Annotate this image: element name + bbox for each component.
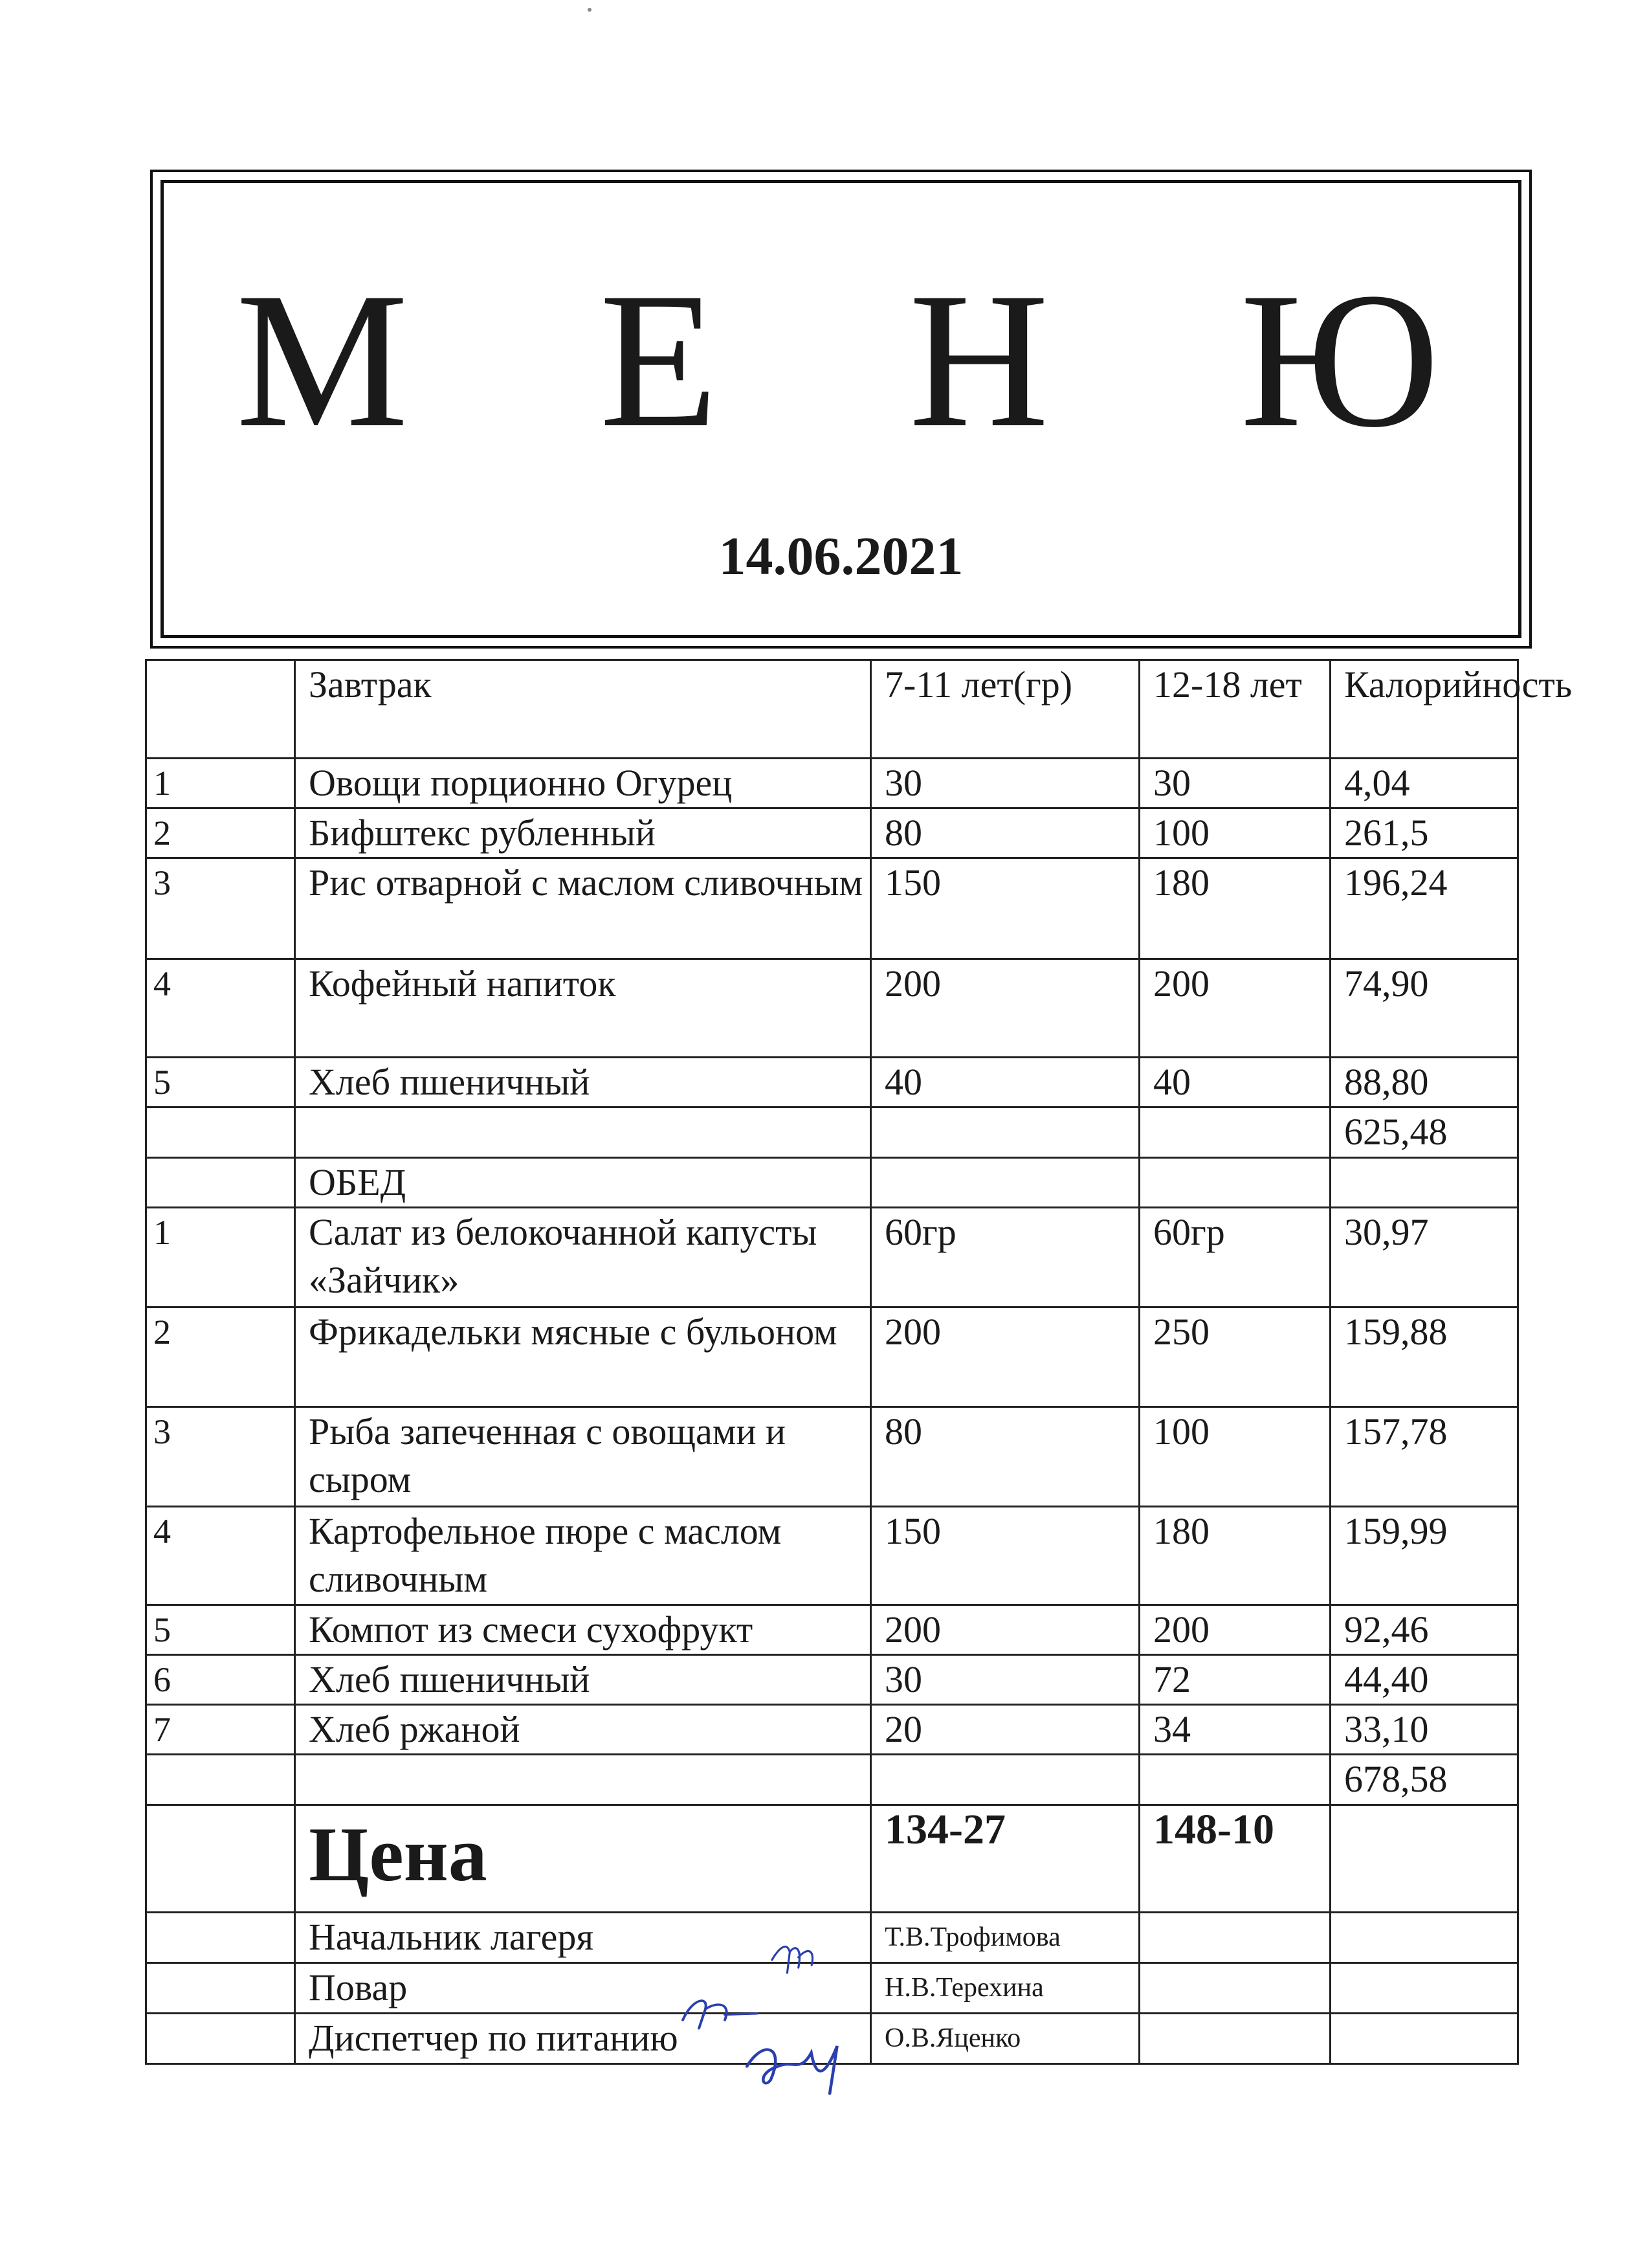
- dish-number: 2: [146, 1307, 295, 1407]
- price-row: [146, 1805, 1518, 1913]
- signatory-name: Т.В.Трофимова: [871, 1913, 1140, 1963]
- lunch-row: [146, 1307, 1518, 1407]
- dish-number: 6: [146, 1655, 295, 1705]
- portion-12-18: 100: [1140, 808, 1331, 858]
- breakfast-row: [146, 1058, 1518, 1107]
- handwritten-signature: [741, 2032, 845, 2100]
- portion-7-11: 80: [871, 1407, 1140, 1507]
- title-frame: [150, 170, 1532, 649]
- portion-12-18: 180: [1140, 1507, 1331, 1605]
- dish-calories: 33,10: [1331, 1705, 1518, 1755]
- portion-7-11: 60гр: [871, 1208, 1140, 1307]
- dish-calories: 157,78: [1331, 1407, 1518, 1507]
- dish-calories: 44,40: [1331, 1655, 1518, 1705]
- dish-name: Хлеб пшеничный: [295, 1058, 871, 1107]
- empty-cell: [871, 1107, 1140, 1158]
- empty-cell: [295, 1755, 871, 1805]
- breakfast-total-calories: 625,48: [1331, 1107, 1518, 1158]
- signatory-role: Повар: [295, 1963, 871, 2014]
- portion-12-18: 180: [1140, 858, 1331, 959]
- dish-calories: 261,5: [1331, 808, 1518, 858]
- lunch-row: [146, 1705, 1518, 1755]
- portion-12-18: 200: [1140, 959, 1331, 1058]
- dish-number: 5: [146, 1058, 295, 1107]
- portion-7-11: 20: [871, 1705, 1140, 1755]
- empty-cell: [1140, 1913, 1331, 1963]
- dish-calories: 4,04: [1331, 759, 1518, 808]
- dish-calories: 92,46: [1331, 1605, 1518, 1655]
- portion-7-11: 200: [871, 1605, 1140, 1655]
- dish-name: Овощи порционно Огурец: [295, 759, 871, 808]
- empty-cell: [146, 1107, 295, 1158]
- dish-number: 7: [146, 1705, 295, 1755]
- lunch-heading: ОБЕД: [295, 1158, 871, 1208]
- portion-12-18: 40: [1140, 1058, 1331, 1107]
- dish-number: 3: [146, 1407, 295, 1507]
- header-age-12-18: 12-18 лет: [1140, 660, 1331, 759]
- price-7-11: 134-27: [871, 1805, 1140, 1913]
- empty-cell: [1140, 1755, 1331, 1805]
- empty-cell: [146, 1913, 295, 1963]
- dish-name: Салат из белокочанной капусты «Зайчик»: [295, 1208, 871, 1307]
- dish-name: Рис отварной с маслом сливочным: [295, 858, 871, 959]
- dish-calories: 74,90: [1331, 959, 1518, 1058]
- portion-12-18: 200: [1140, 1605, 1331, 1655]
- dish-name: Фрикадельки мясные с бульоном: [295, 1307, 871, 1407]
- portion-12-18: 60гр: [1140, 1208, 1331, 1307]
- portion-7-11: 30: [871, 759, 1140, 808]
- dish-number: 4: [146, 959, 295, 1058]
- portion-7-11: 30: [871, 1655, 1140, 1705]
- header-calories: Калорийность: [1331, 660, 1518, 759]
- portion-7-11: 80: [871, 808, 1140, 858]
- dish-name: Кофейный напиток: [295, 959, 871, 1058]
- dish-number: 5: [146, 1605, 295, 1655]
- portion-7-11: 150: [871, 858, 1140, 959]
- dish-name: Хлеб пшеничный: [295, 1655, 871, 1705]
- dish-number: 1: [146, 1208, 295, 1307]
- portion-12-18: 72: [1140, 1655, 1331, 1705]
- breakfast-total-row: [146, 1107, 1518, 1158]
- lunch-row: [146, 1507, 1518, 1605]
- portion-12-18: 34: [1140, 1705, 1331, 1755]
- lunch-total-row: [146, 1755, 1518, 1805]
- lunch-row: [146, 1605, 1518, 1655]
- empty-cell: [871, 1158, 1140, 1208]
- dish-name: Компот из смеси сухофрукт: [295, 1605, 871, 1655]
- price-label: Цена: [295, 1805, 871, 1913]
- empty-cell: [146, 1755, 295, 1805]
- menu-table: [145, 659, 1573, 2065]
- dish-calories: 159,88: [1331, 1307, 1518, 1407]
- empty-cell: [1331, 1963, 1518, 2014]
- signatory-name: Н.В.Терехина: [871, 1963, 1140, 2014]
- header-row: [146, 660, 1518, 759]
- empty-cell: [295, 1107, 871, 1158]
- lunch-row: [146, 1208, 1518, 1307]
- breakfast-row: [146, 808, 1518, 858]
- empty-cell: [1331, 2014, 1518, 2064]
- empty-cell: [1331, 1805, 1518, 1913]
- dish-name: Бифштекс рубленный: [295, 808, 871, 858]
- breakfast-row: [146, 959, 1518, 1058]
- dish-calories: 30,97: [1331, 1208, 1518, 1307]
- dish-calories: 159,99: [1331, 1507, 1518, 1605]
- price-12-18: 148-10: [1140, 1805, 1331, 1913]
- portion-12-18: 250: [1140, 1307, 1331, 1407]
- header-meal: Завтрак: [295, 660, 871, 759]
- empty-cell: [1140, 1107, 1331, 1158]
- dish-name: Хлеб ржаной: [295, 1705, 871, 1755]
- empty-cell: [146, 1963, 295, 2014]
- scan-speck: [588, 8, 591, 12]
- header-num: [146, 660, 295, 759]
- empty-cell: [1140, 1963, 1331, 2014]
- portion-7-11: 40: [871, 1058, 1140, 1107]
- signatory-name: О.В.Яценко: [871, 2014, 1140, 2064]
- portion-12-18: 30: [1140, 759, 1331, 808]
- portion-7-11: 150: [871, 1507, 1140, 1605]
- dish-number: 4: [146, 1507, 295, 1605]
- dish-number: 1: [146, 759, 295, 808]
- dish-calories: 196,24: [1331, 858, 1518, 959]
- dish-name: Рыба запеченная с овощами и сыром: [295, 1407, 871, 1507]
- menu-date: 14.06.2021: [718, 526, 964, 586]
- empty-cell: [1331, 1913, 1518, 1963]
- breakfast-row: [146, 759, 1518, 808]
- empty-cell: [871, 1755, 1140, 1805]
- empty-cell: [1331, 1158, 1518, 1208]
- portion-7-11: 200: [871, 959, 1140, 1058]
- signatory-role: Диспетчер по питанию: [295, 2014, 871, 2064]
- lunch-row: [146, 1407, 1518, 1507]
- signatory-role: Начальник лагеря: [295, 1913, 871, 1963]
- menu-table-body: [146, 660, 1573, 2064]
- dish-name: Картофельное пюре с маслом сливочным: [295, 1507, 871, 1605]
- empty-cell: [146, 2014, 295, 2064]
- handwritten-signature: [767, 1937, 838, 1988]
- dish-calories: 88,80: [1331, 1058, 1518, 1107]
- menu-title: М Е Н Ю: [236, 252, 1511, 467]
- dish-number: 3: [146, 858, 295, 959]
- breakfast-row: [146, 858, 1518, 959]
- lunch-row: [146, 1655, 1518, 1705]
- dish-number: 2: [146, 808, 295, 858]
- empty-cell: [146, 1158, 295, 1208]
- empty-cell: [1140, 1158, 1331, 1208]
- portion-7-11: 200: [871, 1307, 1140, 1407]
- empty-cell: [1140, 2014, 1331, 2064]
- portion-12-18: 100: [1140, 1407, 1331, 1507]
- empty-cell: [146, 1805, 295, 1913]
- lunch-heading-row: [146, 1158, 1518, 1208]
- header-age-7-11: 7-11 лет(гр): [871, 660, 1140, 759]
- lunch-total-calories: 678,58: [1331, 1755, 1518, 1805]
